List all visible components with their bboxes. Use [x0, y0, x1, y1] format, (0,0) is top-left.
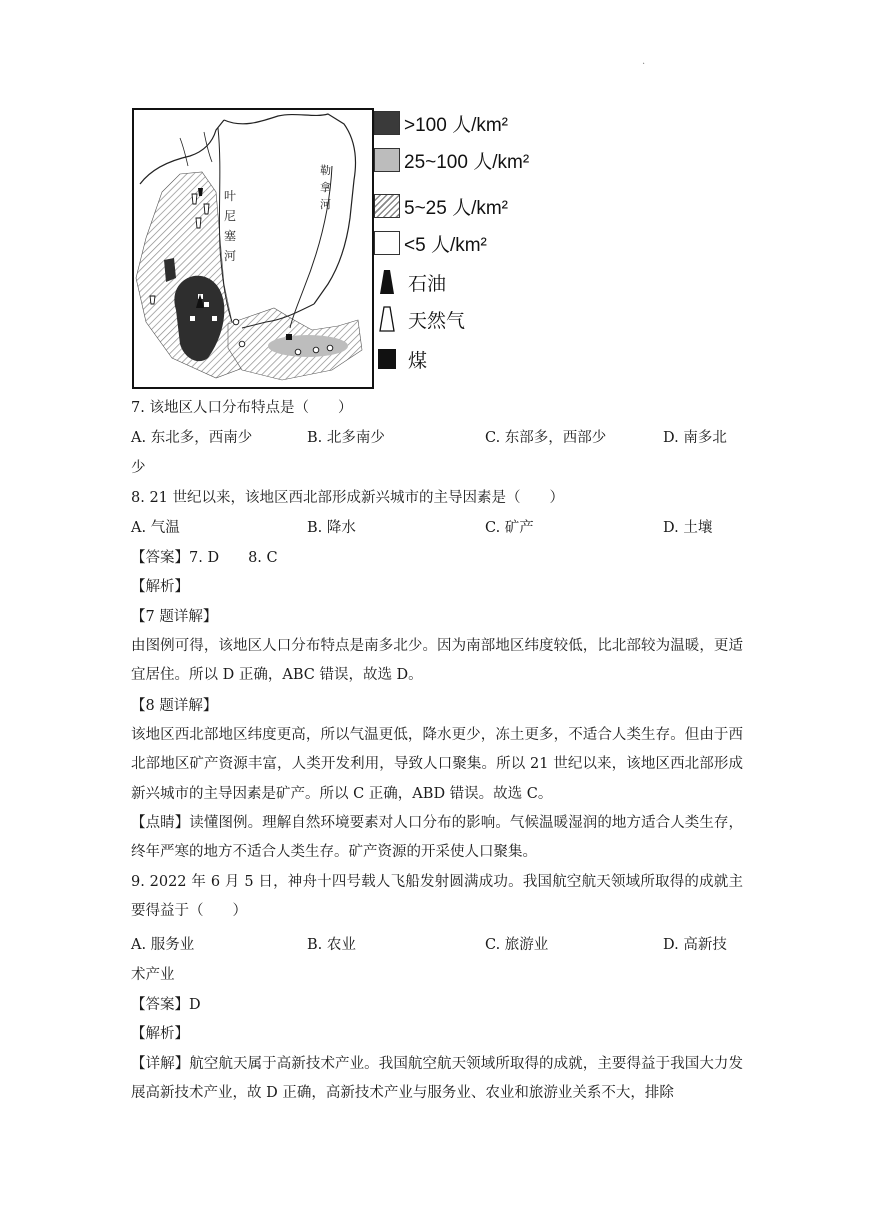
q8-option-a: A. 气温 [131, 520, 180, 536]
legend-item-coal [374, 345, 427, 373]
q8-option-c: C. 矿产 [485, 520, 534, 536]
siberia-map-graphic [132, 108, 374, 389]
legend-item-5-25 [374, 192, 508, 220]
legend-label: 煤 [408, 350, 428, 372]
detail-9-text: 【详解】航空航天属于高新技术产业。我国航空航天领域所取得的成就，主要得益于我国大力发展高新技术产业，故 D 正确，高新技术产业与服务业、农业和旅游业关系不大，排除 [131, 1056, 743, 1102]
legend-label: 天然气 [408, 310, 466, 332]
gas-icon [374, 305, 400, 333]
q7-stem: 7. 该地区人口分布特点是（ ） [131, 400, 353, 416]
legend-label: 5~25 人/km² [404, 197, 509, 219]
white-swatch-icon [374, 231, 400, 255]
detail-7-heading: 【7 题详解】 [131, 609, 218, 625]
answer-7-8: 【答案】7. D 8. C [131, 550, 278, 566]
population-map [132, 108, 374, 389]
legend-item-under-5 [374, 229, 487, 257]
legend-item-over-100 [374, 109, 508, 137]
lena-river-label: 勒拿河 [320, 164, 331, 211]
oil-icon [374, 268, 400, 296]
coal-icon [374, 345, 400, 373]
q9-option-c: C. 旅游业 [485, 937, 549, 953]
q7-option-c: C. 东部多，西部少 [485, 430, 607, 446]
hatched-swatch-icon [374, 194, 400, 218]
q7-option-b: B. 北多南少 [307, 430, 385, 446]
analysis-heading-2: 【解析】 [131, 1026, 189, 1042]
detail-8-text: 该地区西北部地区纬度更高，所以气温更低，降水更少，冻土更多，不适合人类生存。但由于西北部地区矿产资源丰富，人类开发利用，导致人口聚集。所以 21 世纪以来，该地区西北部形成新兴城市的主导因素是矿产。所以 C 正确，ABD 错误。故选 C。 [131, 727, 743, 802]
detail-7-text: 由图例可得，该地区人口分布特点是南多北少。因为南部地区纬度较低，比北部较为温暖，更适宜居住。所以 D 正确，ABC 错误，故选 D。 [131, 638, 743, 684]
legend-item-25-100 [374, 146, 529, 174]
page-dot: . [642, 56, 646, 67]
q7-option-d-wrap: 少 [131, 460, 146, 476]
dark-swatch-icon [374, 111, 400, 135]
q8-option-b: B. 降水 [307, 520, 356, 536]
analysis-heading: 【解析】 [131, 579, 189, 595]
q7-option-a: A. 东北多，西南少 [131, 430, 253, 446]
tip-text: 【点睛】读懂图例。理解自然环境要素对人口分布的影响。气候温暖湿润的地方适合人类生存，终年严寒的地方不适合人类生存。矿产资源的开采使人口聚集。 [131, 815, 743, 861]
legend-item-oil [374, 268, 446, 296]
legend-label: 25~100 人/km² [404, 151, 530, 173]
q9-option-d-wrap: 术产业 [131, 967, 175, 983]
gray-swatch-icon [374, 148, 400, 172]
legend-label: <5 人/km² [404, 234, 487, 256]
q7-option-d: D. 南多北 [663, 430, 727, 446]
answer-9: 【答案】D [131, 997, 201, 1013]
legend-item-gas [374, 305, 465, 333]
legend-label: >100 人/km² [404, 114, 509, 136]
q8-stem: 8. 21 世纪以来，该地区西北部形成新兴城市的主导因素是（ ） [131, 490, 565, 506]
q9-option-a: A. 服务业 [131, 937, 195, 953]
q9-option-b: B. 农业 [307, 937, 356, 953]
detail-8-heading: 【8 题详解】 [131, 698, 218, 714]
yenisei-river-label: 叶尼塞河 [224, 189, 237, 263]
legend-label: 石油 [408, 273, 447, 295]
q9-stem: 9. 2022 年 6 月 5 日，神舟十四号载人飞船发射圆满成功。我国航空航天领域所取得的成就主要得益于（ ） [131, 874, 743, 920]
q8-option-d: D. 土壤 [663, 520, 713, 536]
q9-option-d: D. 高新技 [663, 937, 727, 953]
